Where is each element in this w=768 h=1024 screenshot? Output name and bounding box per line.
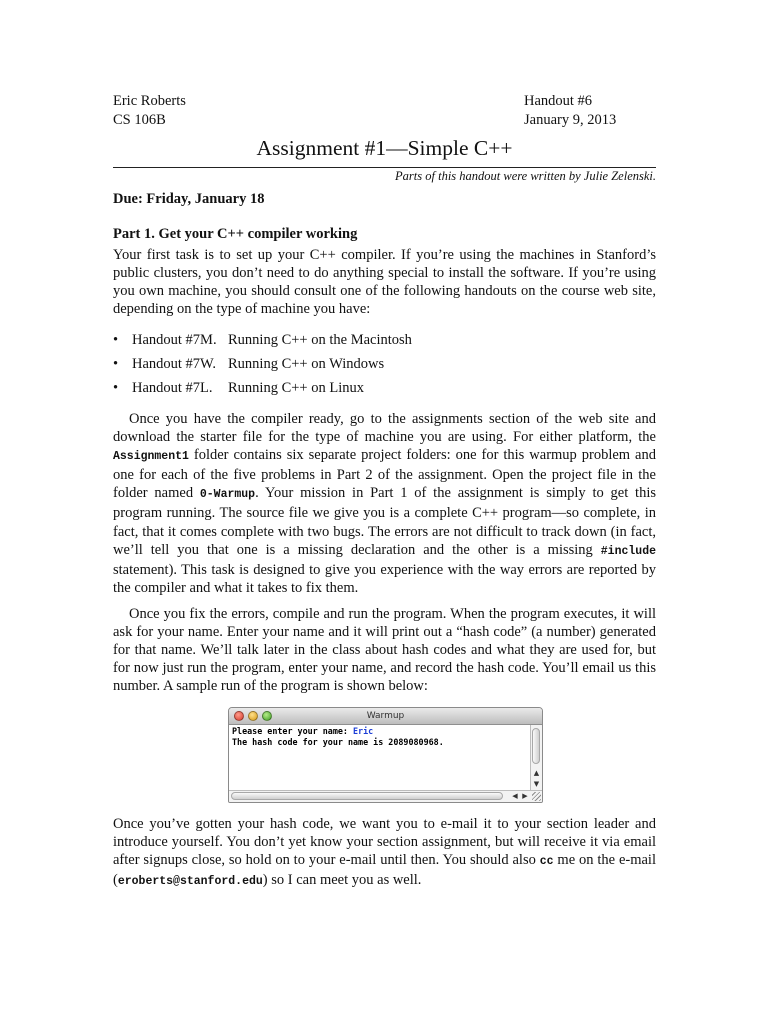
text-run: statement). This task is designed to give you experience with the way errors are reported by the compiler and what it takes to fix them. (113, 561, 656, 596)
vertical-scrollbar[interactable] (530, 725, 542, 790)
console-user-input: Eric (353, 726, 374, 736)
resize-grip-icon[interactable] (532, 792, 541, 801)
horizontal-scrollbar[interactable] (229, 790, 542, 802)
due-date: Due: Friday, January 18 (113, 191, 265, 207)
page-title: Assignment #1—Simple C++ (256, 136, 513, 160)
text-run: ) so I can meet you as well. (262, 872, 422, 889)
handout-number: Handout #6 (524, 93, 593, 109)
console-result: The hash code for your name is 2089080968. (232, 737, 444, 747)
text-run: folder contains six separate project folders: one for this warmup problem and one for each of the five problems in Part 2 of the assignment. Open the project file in the folder named (113, 447, 656, 502)
course-code: CS 106B (113, 112, 166, 128)
vertical-scroll-thumb[interactable] (532, 728, 540, 764)
text-run: Once you have the compiler ready, go to the assignments section of the web site and download the starter file for the type of machine you are using. For either platform, the (113, 411, 656, 446)
window-title: Warmup (366, 711, 405, 721)
code-folder-name: Assignment1 (113, 450, 189, 464)
horizontal-scroll-thumb[interactable] (231, 792, 503, 800)
bullet-marker: • (113, 380, 119, 396)
author-name: Eric Roberts (113, 93, 186, 109)
bullet-marker: • (113, 356, 119, 372)
window-titlebar[interactable] (229, 708, 542, 725)
scroll-up-arrow-icon[interactable]: ▲ (533, 769, 540, 777)
handout-id: Handout #7M. (132, 332, 217, 348)
warmup-console-window (228, 707, 543, 803)
code-folder-name: 0-Warmup (199, 488, 256, 502)
list-item (113, 331, 412, 355)
handout-id: Handout #7L. (132, 380, 213, 396)
code-directive: #include (600, 544, 656, 558)
code-cc: cc (539, 855, 554, 869)
scroll-left-arrow-icon[interactable]: ◀ (512, 792, 518, 800)
console-prompt: Please enter your name: (232, 726, 354, 736)
bullet-marker: • (113, 332, 119, 348)
handout-title: Running C++ on Linux (228, 380, 364, 396)
email-address: eroberts@stanford.edu (117, 875, 263, 889)
scroll-down-arrow-icon[interactable]: ▼ (533, 780, 540, 788)
header-right (524, 92, 616, 130)
handout-date: January 9, 2013 (524, 112, 617, 128)
part1-heading: Part 1. Get your C++ compiler working (113, 226, 358, 242)
text-run: . Your mission in Part 1 of the assignment is simply to get this program running. The source file we give you is a complete C++ program—so complete, in fact, that it comes complete with two bugs. The errors are not difficult to track down (in fact, we’ll tell you that one is a missing declaration and the other is a missing (113, 485, 656, 558)
credit-line: Parts of this handout were written by Julie Zelenski. (395, 169, 656, 183)
list-item (113, 379, 412, 403)
handout-id: Handout #7W. (132, 356, 217, 372)
run-program-paragraph: Once you fix the errors, compile and run the program. When the program executes, it will ask for your name. Enter your name and it will print out a “hash code” (a number) generated for that name. We’ll talk later in the class about hash codes and what they are used for, but for now just run the program, enter your name, and record the hash code. You’ll email us this number. A sample run of the program is shown below: (113, 606, 656, 695)
scroll-right-arrow-icon[interactable]: ▶ (522, 792, 528, 800)
list-item (113, 355, 412, 379)
part1-intro: Your first task is to set up your C++ compiler. If you’re using the machines in Stanford’s public clusters, you don’t need to do anything special to install the software. If you’re using you own machine, you should consult one of the following handouts on the course web site, depending on the type of machine you have: (113, 247, 656, 318)
compiler-instructions-paragraph (113, 410, 656, 597)
header-left (113, 92, 186, 130)
console-output[interactable] (232, 726, 529, 748)
handout-title: Running C++ on Windows (228, 356, 385, 372)
handout-list (113, 331, 412, 403)
email-instructions-paragraph (113, 815, 656, 891)
handout-title: Running C++ on the Macintosh (228, 332, 412, 348)
text-run: me on the e-mail ( (113, 852, 656, 889)
text-run: Once you’ve gotten your hash code, we want you to e-mail it to your section leader and introduce yourself. You don’t yet know your section assignment, but will receive it via email after signups close, so hold on to your e-mail until then. You should also (113, 816, 656, 869)
